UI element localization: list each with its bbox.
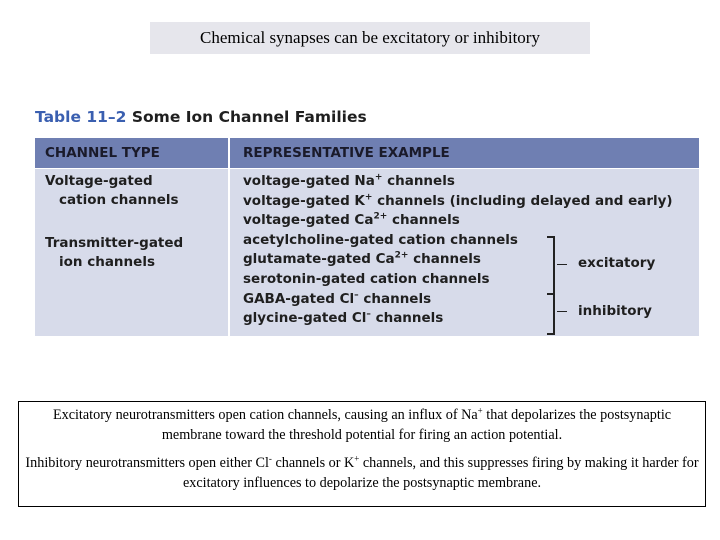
inhibitory-bracket-tick [557,311,567,312]
slide-title-text: Chemical synapses can be excitatory or inhibitory [200,28,540,47]
example-item: voltage-gated K+ channels (including delayed and early) [243,192,673,209]
explanation-box [18,401,706,507]
example-item: serotonin-gated cation channels [243,270,490,287]
ion-channel-table [35,138,699,336]
column-divider [228,138,230,336]
table-caption-text: Some Ion Channel Families [126,108,367,126]
channel-type-voltage-gated [45,172,179,210]
table-header-row [35,138,699,168]
example-item: acetylcholine-gated cation channels [243,231,518,248]
header-channel-type: CHANNEL TYPE [45,145,160,161]
table-caption [35,108,367,126]
example-item: GABA-gated Cl– channels [243,290,432,307]
excitatory-bracket [547,236,555,295]
channel-type-transmitter-gated [45,234,183,272]
excitatory-explanation: Excitatory neurotransmitters open cation channels, causing an influx of Na+ that depolarizes the postsynaptic membrane toward the threshold potential for firing an action potential. [52,405,672,443]
channel-type-line: cation channels [59,192,179,208]
header-representative-example: REPRESENTATIVE EXAMPLE [243,145,450,161]
channel-type-line: ion channels [59,254,155,270]
example-item: glutamate-gated $Ca^{2+}$ channels [243,250,481,268]
example-item: voltage-gated $Ca^{2+}$ channels [243,211,460,229]
channel-type-line: Voltage-gated [45,173,153,189]
example-item: voltage-gated Na+ channels [243,172,455,189]
inhibitory-label: inhibitory [578,303,652,319]
table-number: Table 11–2 [35,108,127,126]
excitatory-bracket-tick [557,264,567,265]
example-item: glycine-gated Cl– channels [243,309,444,327]
channel-type-line: Transmitter-gated [45,235,184,251]
excitatory-label: excitatory [578,255,656,271]
header-divider [35,168,699,169]
inhibitory-explanation: Inhibitory neurotransmitters open either Cl- channels or K+ channels, and this suppresses firing by making it harder for excitatory influences to depolarize the postsynaptic membrane. [25,453,699,491]
slide-title [150,22,590,54]
inhibitory-bracket [547,293,555,335]
